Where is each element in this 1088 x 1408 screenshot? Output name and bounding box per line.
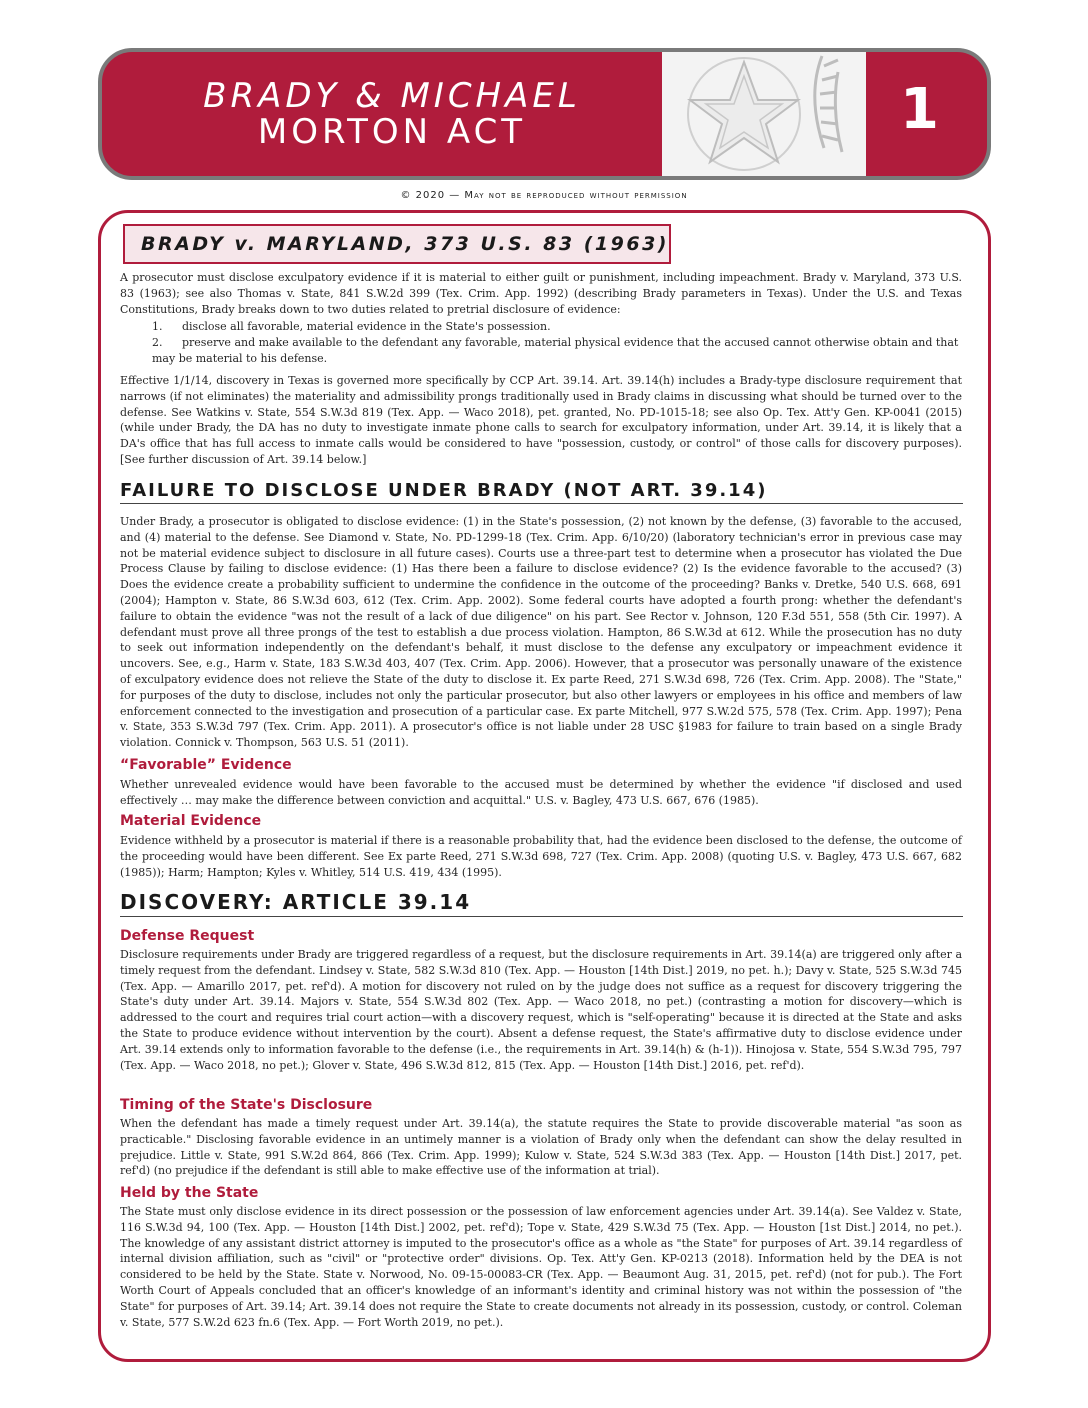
list-item <box>152 335 962 367</box>
chapter-number: 1 <box>900 77 939 142</box>
case-title-text: BRADY v. MARYLAND, 373 U.S. 83 (1963) <box>141 233 669 255</box>
subheading-favorable: “Favorable” Evidence <box>120 757 292 773</box>
list-number: 1. <box>152 320 163 333</box>
subheading-defense-request: Defense Request <box>120 928 255 944</box>
subheading-material: Material Evidence <box>120 813 262 829</box>
timing-body: When the defendant has made a timely request under Art. 39.14(a), the statute requires the State to provide discoverable material "as soon as practicable." Disclosing favorable evidence in an untimely manner is a violation of Brady only when the defendant can show the delay resulted in prejudice. Little v. State, 991 S.W.2d 864, 866 (Tex. Crim. App. 1999); Kulow v. State, 524 S.W.3d 383 (Tex. App. — Houston [14th Dist.] 2017, pet. ref'd) (no prejudice if the defendant is still able to make effective use of the information at trial). <box>120 1117 962 1178</box>
section-heading-discovery: DISCOVERY: ARTICLE 39.14 <box>120 890 963 917</box>
header-banner <box>98 48 991 180</box>
subheading-held-by-state: Held by the State <box>120 1185 259 1201</box>
subheading-timing: Timing of the State's Disclosure <box>120 1097 373 1113</box>
held-body: The State must only disclose evidence in its direct possession or the possession of law enforcement agencies under Art. 39.14(a). See Valdez v. State, 116 S.W.3d 94, 100 (Tex. App. — Houston [14th Dist.] 2002, pet. ref'd); Tope v. State, 429 S.W.3d 75 (Tex. App. — Houston [1st Dist.] 2014, no pet.). The knowledge of any assistant district attorney is imputed to the prosecutor's office as a whole as "the State" for purposes of Art. 39.14 regardless of internal division affiliation, such as "civil" or "protective order" divisions. Op. Tex. Att'y Gen. KP-0213 (2018). Information held by the DEA is not considered to be held by the State. State v. Norwood, No. 09-15-00083-CR (Tex. App. — Beaumont Aug. 31, 2015, pet. ref'd) (not for pub.). The Fort Worth Court of Appeals concluded that an officer's knowledge of an informant's identity and criminal history was not within the possession of "the State" for purposes of Art. 39.14; Art. 39.14 does not require the State to create documents not already in its possession, custody, or control. Coleman v. State, 577 S.W.2d 623 fn.6 (Tex. App. — Fort Worth 2019, no pet.). <box>120 1205 962 1329</box>
chapter-title-line1: BRADY & MICHAEL <box>203 76 581 116</box>
defense-request-body: Disclosure requirements under Brady are triggered regardless of a request, but the disclosure requirements in Art. 39.14(a) are triggered only after a timely request from the defendant. Lindsey v. State, 582 S.W.3d 810 (Tex. App. — Houston [14th Dist.] 2019, no pet. h.); Davy v. State, 525 S.W.3d 745 (Tex. App. — Amarillo 2017, pet. ref'd). A motion for discovery not ruled on by the judge does not suffice as a request for discovery triggering the State's duty under Art. 39.14. Majors v. State, 554 S.W.3d 802 (Tex. App. — Waco 2018, no pet.) (contrasting a motion for discovery—which is addressed to the court and requires trial court action—with a discovery request, which is "self-operating" because it is directed at the State and asks the State to produce evidence without intervention by the court). Absent a defense request, the State's affirmative duty to disclose evidence under Art. 39.14 extends only to information favorable to the defense (i.e., the requirements in Art. 39.14(h) & (h-1)). Hinojosa v. State, 554 S.W.3d 795, 797 (Tex. App. — Waco 2018, no pet.); Glover v. State, 496 S.W.3d 812, 815 (Tex. App. — Houston [14th Dist.] 2016, pet. ref'd). <box>120 948 962 1072</box>
chapter-title <box>142 78 642 150</box>
list-item <box>152 319 962 335</box>
chapter-title-line2: MORTON ACT <box>257 112 527 152</box>
intro-paragraph-2: Effective 1/1/14, discovery in Texas is governed more specifically by CCP Art. 39.14. Art. 39.14(h) includes a Brady-type disclosure requirement that narrows (if not eliminates) the materiality and admissibility prongs traditionally used in Brady claims in discussing what should be turned over to the defense. See Watkins v. State, 554 S.W.3d 819 (Tex. App. — Waco 2018), pet. granted, No. PD-1015-18; see also Op. Tex. Att'y Gen. KP-0041 (2015) (while under Brady, the DA has no duty to investigate inmate phone calls to search for exculpatory information, under Art. 39.14, it is likely that a DA's office that has full access to inmate calls would be considered to have "possession, custody, or control" of those calls for discovery purposes). [See further discussion of Art. 39.14 below.] <box>120 374 962 466</box>
case-title <box>141 233 669 255</box>
texas-star-emblem <box>662 52 866 176</box>
section-heading-failure: FAILURE TO DISCLOSE UNDER BRADY (NOT ART. 39.14) <box>120 480 963 504</box>
list-number: 2. <box>152 336 163 349</box>
list-text: preserve and make available to the defendant any favorable, material physical evidence that the accused cannot otherwise obtain and that may be material to his defense. <box>152 336 959 365</box>
star-icon <box>662 52 866 176</box>
copyright-notice: © 2020 — May not be reproduced without permission <box>400 190 688 201</box>
intro-paragraph-1: A prosecutor must disclose exculpatory evidence if it is material to either guilt or punishment, including impeachment. Brady v. Maryland, 373 U.S. 83 (1963); see also Thomas v. State, 841 S.W.2d 399 (Tex. Crim. App. 1992) (describing Brady parameters in Texas). Under the U.S. and Texas Constitutions, Brady breaks down to two duties related to pretrial disclosure of evidence: <box>120 271 962 316</box>
failure-body: Under Brady, a prosecutor is obligated to disclose evidence: (1) in the State's possession, (2) not known by the defense, (3) favorable to the accused, and (4) material to the defense. See Diamond v. State, No. PD-1299-18 (Tex. Crim. App. 6/10/20) (laboratory technician's error in previous case may not be material evidence subject to disclosure in all future cases). Courts use a three-part test to determine when a prosecutor has violated the Due Process Clause by failing to disclose evidence: (1) Has there been a failure to disclose evidence? (2) Is the evidence favorable to the accused? (3) Does the evidence create a probability sufficient to undermine the confidence in the outcome of the proceeding? Banks v. Dretke, 540 U.S. 668, 691 (2004); Hampton v. State, 86 S.W.3d 603, 612 (Tex. Crim. App. 2002). Some federal courts have adopted a fourth prong: whether the defendant's failure to obtain the evidence "was not the result of a lack of due diligence" on his part. See Rector v. Johnson, 120 F.3d 551, 558 (5th Cir. 1997). A defendant must prove all three prongs of the test to establish a due process violation. Hampton, 86 S.W.3d at 612. While the prosecution has no duty to seek out information independently on the defendant's behalf, it must disclose to the defense any exculpatory or impeachment evidence it uncovers. See, e.g., Harm v. State, 183 S.W.3d 403, 407 (Tex. Crim. App. 2006). However, that a prosecutor was personally unaware of the existence of exculpatory evidence does not relieve the State of the duty to disclose it. Ex parte Reed, 271 S.W.3d 698, 726 (Tex. Crim. App. 2008). The "State," for purposes of the duty to disclose, includes not only the particular prosecutor, but also other lawyers or employees in his office and members of law enforcement connected to the investigation and prosecution of a particular case. Ex parte Mitchell, 977 S.W.2d 575, 578 (Tex. Crim. App. 1997); Pena v. State, 353 S.W.3d 797 (Tex. Crim. App. 2011). A prosecutor's office is not liable under 28 USC §1983 for failure to train based on a single Brady violation. Connick v. Thompson, 563 U.S. 51 (2011). <box>120 515 962 750</box>
list-text: disclose all favorable, material evidence in the State's possession. <box>182 320 551 333</box>
favorable-body: Whether unrevealed evidence would have been favorable to the accused must be determined by whether the evidence "if disclosed and used effectively … may make the difference between conviction and acquittal." U.S. v. Bagley, 473 U.S. 667, 676 (1985). <box>120 778 962 807</box>
material-body: Evidence withheld by a prosecutor is material if there is a reasonable probability that, had the evidence been disclosed to the defense, the outcome of the proceeding would have been different. See Ex parte Reed, 271 S.W.3d 698, 727 (Tex. Crim. App. 2008) (quoting U.S. v. Bagley, 473 U.S. 667, 682 (1985)); Harm; Hampton; Kyles v. Whitley, 514 U.S. 419, 434 (1995). <box>120 834 962 879</box>
case-title-box <box>123 224 671 264</box>
